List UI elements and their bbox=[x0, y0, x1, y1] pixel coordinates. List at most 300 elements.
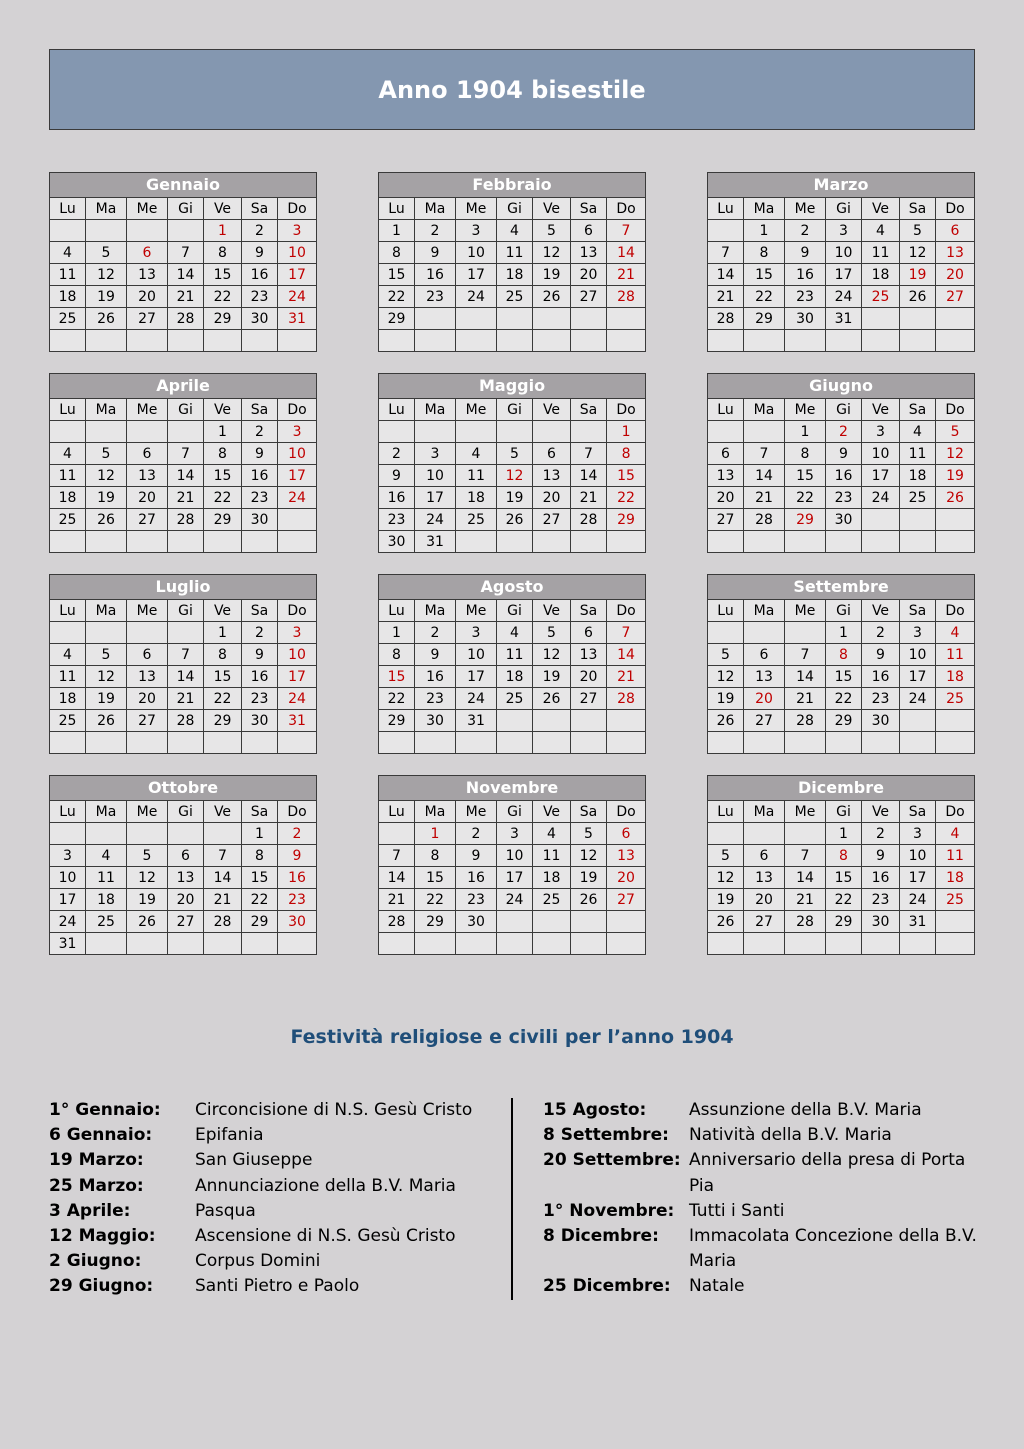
day-cell bbox=[127, 823, 168, 845]
weekday-label: Gi bbox=[826, 801, 862, 823]
weekday-label: Do bbox=[607, 801, 646, 823]
day-cell: 19 bbox=[127, 889, 168, 911]
day-cell: 24 bbox=[50, 911, 86, 933]
day-cell: 18 bbox=[497, 666, 533, 688]
day-cell: 1 bbox=[204, 421, 242, 443]
day-cell bbox=[571, 531, 607, 553]
weekday-label: Lu bbox=[708, 399, 744, 421]
day-cell: 7 bbox=[379, 845, 415, 867]
day-cell: 11 bbox=[533, 845, 571, 867]
weekday-label: Me bbox=[456, 198, 497, 220]
day-cell bbox=[862, 308, 900, 330]
day-cell: 18 bbox=[50, 487, 86, 509]
holiday-date: 29 Giugno: bbox=[49, 1276, 154, 1297]
holiday-date-spacer bbox=[543, 1249, 689, 1274]
day-cell: 13 bbox=[533, 465, 571, 487]
week-row bbox=[50, 688, 317, 710]
day-cell: 28 bbox=[785, 911, 826, 933]
weekday-label: Ve bbox=[862, 399, 900, 421]
day-cell: 29 bbox=[242, 911, 278, 933]
day-cell bbox=[50, 220, 86, 242]
week-row bbox=[50, 889, 317, 911]
day-cell: 28 bbox=[708, 308, 744, 330]
holiday-name: Immacolata Concezione della B.V. bbox=[689, 1226, 977, 1247]
day-cell bbox=[50, 823, 86, 845]
weekday-label: Do bbox=[607, 198, 646, 220]
day-cell: 22 bbox=[415, 889, 456, 911]
day-cell: 17 bbox=[456, 264, 497, 286]
day-cell: 7 bbox=[168, 644, 204, 666]
day-cell bbox=[862, 509, 900, 531]
day-cell: 29 bbox=[204, 509, 242, 531]
day-cell: 16 bbox=[785, 264, 826, 286]
holiday-date: 1° Gennaio: bbox=[49, 1100, 161, 1120]
month-name: Maggio bbox=[379, 374, 646, 399]
day-cell bbox=[744, 823, 785, 845]
day-cell bbox=[862, 933, 900, 955]
day-cell: 4 bbox=[456, 443, 497, 465]
day-cell bbox=[607, 308, 646, 330]
day-cell bbox=[862, 531, 900, 553]
day-cell: 8 bbox=[204, 242, 242, 264]
day-cell bbox=[900, 308, 936, 330]
day-cell bbox=[533, 710, 571, 732]
day-cell: 25 bbox=[936, 889, 975, 911]
day-cell bbox=[204, 933, 242, 955]
day-cell: 12 bbox=[127, 867, 168, 889]
weekday-label: Gi bbox=[497, 198, 533, 220]
day-cell: 5 bbox=[533, 622, 571, 644]
week-row bbox=[50, 264, 317, 286]
day-cell: 4 bbox=[50, 242, 86, 264]
day-cell: 19 bbox=[497, 487, 533, 509]
day-cell: 16 bbox=[379, 487, 415, 509]
day-cell: 29 bbox=[607, 509, 646, 531]
day-cell: 20 bbox=[168, 889, 204, 911]
day-cell: 7 bbox=[204, 845, 242, 867]
day-cell bbox=[607, 710, 646, 732]
day-cell bbox=[168, 622, 204, 644]
day-cell bbox=[415, 732, 456, 754]
day-cell: 17 bbox=[900, 867, 936, 889]
day-cell: 21 bbox=[379, 889, 415, 911]
day-cell bbox=[242, 732, 278, 754]
week-row bbox=[50, 487, 317, 509]
week-row bbox=[708, 308, 975, 330]
day-cell: 30 bbox=[826, 509, 862, 531]
day-cell bbox=[497, 308, 533, 330]
week-row bbox=[708, 688, 975, 710]
day-cell: 11 bbox=[86, 867, 127, 889]
day-cell: 12 bbox=[533, 242, 571, 264]
day-cell: 9 bbox=[785, 242, 826, 264]
day-cell bbox=[744, 531, 785, 553]
day-cell bbox=[936, 710, 975, 732]
day-cell: 2 bbox=[862, 823, 900, 845]
day-cell: 26 bbox=[708, 710, 744, 732]
month-gennaio bbox=[49, 172, 317, 352]
day-cell: 16 bbox=[862, 867, 900, 889]
day-cell bbox=[127, 933, 168, 955]
day-cell bbox=[379, 823, 415, 845]
day-cell: 1 bbox=[607, 421, 646, 443]
holiday-row bbox=[49, 1199, 472, 1224]
day-cell: 5 bbox=[86, 443, 127, 465]
day-cell: 21 bbox=[571, 487, 607, 509]
weekday-label: Lu bbox=[708, 198, 744, 220]
day-cell: 4 bbox=[936, 622, 975, 644]
month-settembre bbox=[707, 574, 975, 754]
day-cell: 28 bbox=[571, 509, 607, 531]
day-cell: 26 bbox=[533, 286, 571, 308]
day-cell: 27 bbox=[127, 509, 168, 531]
day-cell: 31 bbox=[826, 308, 862, 330]
month-dicembre bbox=[707, 775, 975, 955]
day-cell: 26 bbox=[571, 889, 607, 911]
weekday-label: Gi bbox=[168, 198, 204, 220]
weekday-label: Ma bbox=[415, 399, 456, 421]
day-cell: 22 bbox=[744, 286, 785, 308]
week-row bbox=[708, 666, 975, 688]
day-cell: 4 bbox=[86, 845, 127, 867]
day-cell: 6 bbox=[533, 443, 571, 465]
holiday-row bbox=[543, 1224, 977, 1249]
day-cell: 21 bbox=[785, 688, 826, 710]
day-cell: 3 bbox=[278, 421, 317, 443]
weekday-label: Do bbox=[278, 600, 317, 622]
day-cell: 25 bbox=[86, 911, 127, 933]
day-cell: 9 bbox=[826, 443, 862, 465]
month-name: Marzo bbox=[708, 173, 975, 198]
holiday-row bbox=[543, 1098, 977, 1123]
day-cell bbox=[497, 710, 533, 732]
day-cell: 8 bbox=[204, 443, 242, 465]
day-cell: 21 bbox=[607, 264, 646, 286]
day-cell: 3 bbox=[456, 220, 497, 242]
day-cell bbox=[708, 330, 744, 352]
day-cell: 20 bbox=[127, 487, 168, 509]
day-cell: 9 bbox=[415, 644, 456, 666]
day-cell bbox=[607, 911, 646, 933]
day-cell bbox=[826, 732, 862, 754]
day-cell bbox=[607, 933, 646, 955]
day-cell bbox=[278, 509, 317, 531]
day-cell: 24 bbox=[497, 889, 533, 911]
week-row bbox=[708, 845, 975, 867]
day-cell: 4 bbox=[50, 443, 86, 465]
day-cell bbox=[168, 933, 204, 955]
day-cell: 26 bbox=[127, 911, 168, 933]
day-cell: 24 bbox=[415, 509, 456, 531]
day-cell: 2 bbox=[862, 622, 900, 644]
week-row bbox=[50, 710, 317, 732]
day-cell bbox=[497, 330, 533, 352]
week-row bbox=[708, 509, 975, 531]
day-cell: 11 bbox=[936, 644, 975, 666]
weekday-label: Gi bbox=[826, 399, 862, 421]
week-row bbox=[708, 823, 975, 845]
day-cell: 13 bbox=[571, 242, 607, 264]
day-cell: 15 bbox=[204, 666, 242, 688]
holiday-date: 3 Aprile: bbox=[49, 1200, 131, 1221]
week-row bbox=[50, 242, 317, 264]
weekday-label: Ve bbox=[204, 600, 242, 622]
day-cell bbox=[50, 531, 86, 553]
day-cell: 3 bbox=[50, 845, 86, 867]
weekday-label: Lu bbox=[50, 399, 86, 421]
holiday-date: 8 Settembre: bbox=[543, 1125, 669, 1146]
day-cell: 6 bbox=[168, 845, 204, 867]
weekday-label: Me bbox=[785, 198, 826, 220]
day-cell: 19 bbox=[900, 264, 936, 286]
weekday-label: Lu bbox=[50, 600, 86, 622]
day-cell bbox=[127, 220, 168, 242]
month-name: Novembre bbox=[379, 776, 646, 801]
day-cell: 31 bbox=[278, 710, 317, 732]
day-cell: 11 bbox=[936, 845, 975, 867]
day-cell: 14 bbox=[708, 264, 744, 286]
day-cell: 24 bbox=[278, 487, 317, 509]
holiday-date: 12 Maggio: bbox=[49, 1226, 156, 1247]
weekday-label: Sa bbox=[242, 198, 278, 220]
day-cell: 14 bbox=[379, 867, 415, 889]
day-cell bbox=[936, 509, 975, 531]
week-row bbox=[708, 732, 975, 754]
weekday-label: Do bbox=[936, 399, 975, 421]
weekday-label: Ve bbox=[204, 801, 242, 823]
day-cell: 5 bbox=[571, 823, 607, 845]
day-cell: 26 bbox=[936, 487, 975, 509]
week-row bbox=[379, 242, 646, 264]
weekday-label: Gi bbox=[497, 399, 533, 421]
holiday-name: San Giuseppe bbox=[195, 1150, 313, 1171]
day-cell: 15 bbox=[744, 264, 785, 286]
holiday-name: Santi Pietro e Paolo bbox=[195, 1276, 360, 1297]
holidays-right-column bbox=[543, 1098, 977, 1300]
day-cell: 8 bbox=[379, 644, 415, 666]
day-cell: 4 bbox=[533, 823, 571, 845]
day-cell bbox=[571, 308, 607, 330]
week-row bbox=[708, 220, 975, 242]
day-cell: 1 bbox=[379, 622, 415, 644]
day-cell: 2 bbox=[415, 220, 456, 242]
weekday-label: Ve bbox=[533, 399, 571, 421]
day-cell: 28 bbox=[785, 710, 826, 732]
day-cell bbox=[785, 622, 826, 644]
week-row bbox=[379, 330, 646, 352]
day-cell: 30 bbox=[862, 710, 900, 732]
day-cell: 15 bbox=[415, 867, 456, 889]
day-cell bbox=[278, 732, 317, 754]
month-aprile bbox=[49, 373, 317, 553]
month-name: Gennaio bbox=[50, 173, 317, 198]
day-cell: 2 bbox=[242, 421, 278, 443]
day-cell: 22 bbox=[826, 889, 862, 911]
day-cell: 30 bbox=[242, 308, 278, 330]
day-cell: 19 bbox=[708, 688, 744, 710]
week-row bbox=[50, 732, 317, 754]
day-cell: 14 bbox=[168, 264, 204, 286]
day-cell bbox=[785, 330, 826, 352]
day-cell: 9 bbox=[242, 644, 278, 666]
day-cell bbox=[168, 421, 204, 443]
day-cell: 31 bbox=[456, 710, 497, 732]
holiday-date: 20 Settembre: bbox=[543, 1150, 681, 1171]
day-cell: 21 bbox=[168, 487, 204, 509]
day-cell: 15 bbox=[379, 666, 415, 688]
day-cell: 12 bbox=[708, 666, 744, 688]
week-row bbox=[50, 465, 317, 487]
day-cell: 12 bbox=[571, 845, 607, 867]
day-cell: 7 bbox=[607, 622, 646, 644]
day-cell: 6 bbox=[127, 242, 168, 264]
day-cell: 3 bbox=[278, 220, 317, 242]
day-cell: 11 bbox=[862, 242, 900, 264]
week-row bbox=[50, 220, 317, 242]
day-cell: 19 bbox=[936, 465, 975, 487]
day-cell: 13 bbox=[168, 867, 204, 889]
day-cell: 29 bbox=[826, 911, 862, 933]
holidays-title: Festività religiose e civili per l’anno 1904 bbox=[290, 1026, 734, 1048]
day-cell: 13 bbox=[708, 465, 744, 487]
day-cell: 18 bbox=[936, 666, 975, 688]
day-cell: 1 bbox=[242, 823, 278, 845]
day-cell: 11 bbox=[456, 465, 497, 487]
day-cell: 14 bbox=[744, 465, 785, 487]
day-cell: 22 bbox=[785, 487, 826, 509]
day-cell: 11 bbox=[497, 644, 533, 666]
weekday-label: Do bbox=[936, 801, 975, 823]
day-cell: 26 bbox=[86, 308, 127, 330]
day-cell: 14 bbox=[168, 465, 204, 487]
day-cell: 10 bbox=[278, 443, 317, 465]
day-cell: 14 bbox=[607, 644, 646, 666]
holiday-date: 2 Giugno: bbox=[49, 1251, 142, 1272]
day-cell: 2 bbox=[456, 823, 497, 845]
day-cell: 2 bbox=[785, 220, 826, 242]
day-cell bbox=[168, 531, 204, 553]
day-cell: 18 bbox=[50, 688, 86, 710]
day-cell: 5 bbox=[533, 220, 571, 242]
day-cell bbox=[415, 330, 456, 352]
day-cell: 29 bbox=[379, 710, 415, 732]
holiday-name: Natività della B.V. Maria bbox=[689, 1125, 892, 1146]
day-cell bbox=[86, 421, 127, 443]
day-cell: 18 bbox=[50, 286, 86, 308]
day-cell: 18 bbox=[936, 867, 975, 889]
day-cell: 16 bbox=[456, 867, 497, 889]
day-cell bbox=[50, 330, 86, 352]
holiday-row bbox=[49, 1123, 472, 1148]
day-cell: 19 bbox=[86, 286, 127, 308]
day-cell: 28 bbox=[168, 509, 204, 531]
holiday-row bbox=[49, 1148, 472, 1173]
page-title: Anno 1904 bisestile bbox=[49, 49, 975, 130]
week-row bbox=[379, 933, 646, 955]
day-cell: 29 bbox=[826, 710, 862, 732]
day-cell: 28 bbox=[379, 911, 415, 933]
day-cell: 28 bbox=[607, 286, 646, 308]
day-cell bbox=[415, 933, 456, 955]
day-cell: 28 bbox=[744, 509, 785, 531]
weekday-label: Me bbox=[456, 399, 497, 421]
day-cell: 17 bbox=[456, 666, 497, 688]
day-cell: 30 bbox=[242, 509, 278, 531]
day-cell: 24 bbox=[456, 688, 497, 710]
day-cell bbox=[50, 732, 86, 754]
day-cell bbox=[456, 330, 497, 352]
day-cell: 14 bbox=[785, 666, 826, 688]
day-cell: 8 bbox=[744, 242, 785, 264]
day-cell: 16 bbox=[242, 465, 278, 487]
day-cell: 5 bbox=[708, 644, 744, 666]
weekday-label: Sa bbox=[571, 600, 607, 622]
day-cell: 3 bbox=[826, 220, 862, 242]
weekday-label: Lu bbox=[379, 198, 415, 220]
day-cell: 11 bbox=[497, 242, 533, 264]
day-cell: 15 bbox=[826, 666, 862, 688]
holiday-row bbox=[543, 1123, 977, 1148]
week-row bbox=[708, 644, 975, 666]
holidays-left-column bbox=[49, 1098, 472, 1300]
day-cell bbox=[785, 823, 826, 845]
day-cell: 2 bbox=[379, 443, 415, 465]
day-cell: 27 bbox=[607, 889, 646, 911]
week-row bbox=[379, 710, 646, 732]
day-cell: 23 bbox=[456, 889, 497, 911]
day-cell bbox=[607, 531, 646, 553]
day-cell: 23 bbox=[242, 286, 278, 308]
day-cell: 17 bbox=[862, 465, 900, 487]
holiday-name: Pasqua bbox=[195, 1200, 256, 1221]
day-cell bbox=[242, 933, 278, 955]
day-cell: 30 bbox=[862, 911, 900, 933]
day-cell: 5 bbox=[708, 845, 744, 867]
day-cell: 27 bbox=[708, 509, 744, 531]
holiday-row bbox=[49, 1174, 472, 1199]
day-cell: 24 bbox=[900, 889, 936, 911]
day-cell: 9 bbox=[862, 644, 900, 666]
day-cell: 23 bbox=[379, 509, 415, 531]
holiday-name: Assunzione della B.V. Maria bbox=[689, 1100, 922, 1120]
holiday-date: 19 Marzo: bbox=[49, 1150, 144, 1171]
day-cell: 10 bbox=[900, 644, 936, 666]
day-cell: 1 bbox=[379, 220, 415, 242]
week-row bbox=[50, 443, 317, 465]
day-cell: 4 bbox=[862, 220, 900, 242]
day-cell bbox=[533, 911, 571, 933]
day-cell bbox=[571, 710, 607, 732]
day-cell: 9 bbox=[415, 242, 456, 264]
weekday-label: Ma bbox=[415, 801, 456, 823]
weekday-label: Ve bbox=[204, 198, 242, 220]
weekday-label: Do bbox=[278, 198, 317, 220]
day-cell: 17 bbox=[278, 264, 317, 286]
day-cell: 24 bbox=[900, 688, 936, 710]
day-cell: 6 bbox=[744, 845, 785, 867]
holiday-row bbox=[49, 1249, 472, 1274]
day-cell: 30 bbox=[278, 911, 317, 933]
day-cell: 4 bbox=[497, 622, 533, 644]
holiday-row bbox=[543, 1274, 977, 1299]
week-row bbox=[50, 933, 317, 955]
day-cell: 8 bbox=[415, 845, 456, 867]
weekday-label: Lu bbox=[50, 198, 86, 220]
day-cell: 11 bbox=[50, 666, 86, 688]
day-cell: 23 bbox=[278, 889, 317, 911]
day-cell: 31 bbox=[415, 531, 456, 553]
day-cell: 2 bbox=[242, 622, 278, 644]
